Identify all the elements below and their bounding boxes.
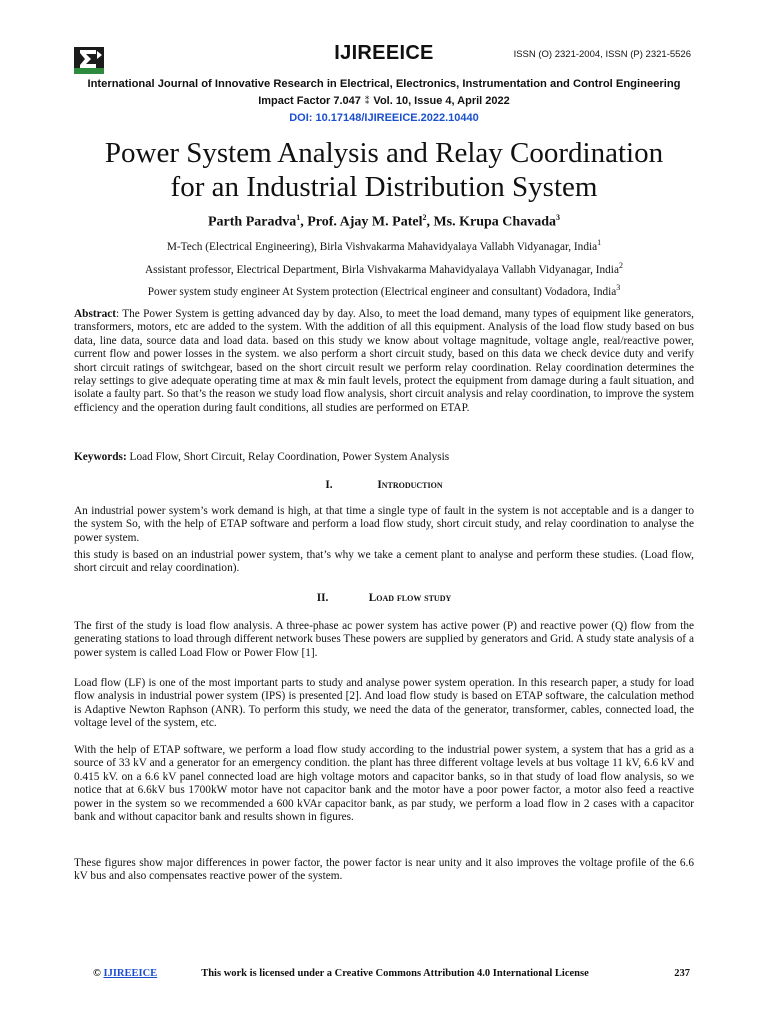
license-text: This work is licensed under a Creative Commons Attribution 4.0 International License xyxy=(201,968,589,979)
affiliation-1: M-Tech (Electrical Engineering), Birla Vishvakarma Mahavidyalaya Vallabh Vidyanagar, India$^1$ xyxy=(166,238,602,253)
journal-full-name: International Journal of Innovative Research in Electrical, Electronics, Instrumentation and Control Engineering xyxy=(87,78,681,90)
section-heading-load-flow: II. Load flow study xyxy=(316,592,452,604)
journal-link[interactable]: IJIREEICE xyxy=(103,968,158,979)
paper-title xyxy=(60,136,708,204)
abstract-label: Abstract xyxy=(74,308,117,320)
title-line-2: for an Industrial Distribution System xyxy=(170,171,598,203)
section-heading-introduction: I. Introduction xyxy=(325,479,443,491)
separator-icon: ⁑ xyxy=(364,96,370,106)
load-flow-paragraph-3: With the help of ETAP software, we perform a load flow study according to the industrial power system, a system that has a grid as a source of 33 kV and a generator for an emergency condition. the plant has three different voltage levels at bus voltage 11 kV, 6.6 kV and 0.415 kV. on a 6.6 kV panel connected load are high voltage motors and capacitor banks, so in that study of load flow analysis, so we notice that at 6.6kV bus 1700kW motor have not capacitor bank and the motor have a poor power factor, a motor also feed a reactive power in the system so we recommended a 600 kVAr capacitor bank, as par study, we perform a load flow in 2 cases with a capacitor bank and without capacitor bank and results shown in figures. xyxy=(74,744,694,824)
affiliation-2: Assistant professor, Electrical Department, Birla Vishvakarma Mahavidyalaya Vallabh Vidyanagar, India$^2$ xyxy=(145,261,623,276)
intro-paragraph-1: An industrial power system’s work demand is high, at that time a single type of fault in the system is not acceptable and is a danger to the system So, with the help of ETAP software and perform a load flow study, short circuit study, and relay coordination to analyse the power system. xyxy=(74,505,694,544)
load-flow-paragraph-4: These figures show major differences in power factor, the power factor is near unity and it also improves the voltage profile of the 6.6 kV bus and also compensates reactive power of the system. xyxy=(74,857,694,883)
author-1: Parth Paradva xyxy=(207,214,297,230)
impact-volume-line xyxy=(0,95,768,107)
keywords-label: Keywords: xyxy=(74,451,127,463)
keywords-text: Load Flow, Short Circuit, Relay Coordination, Power System Analysis xyxy=(126,451,450,463)
volume-issue: Vol. 10, Issue 4, April 2022 xyxy=(373,95,510,107)
load-flow-paragraph-2: Load flow (LF) is one of the most important parts to study and analyse power system operation. In this research paper, a study for load flow analysis in industrial power system (IPS) is presented [2]. And load flow study is based on ETAP software, the calculation method is Adaptive Newton Raphson (ANR). To perform this study, we need the data of the generator, transformer, cables, connected load, the voltage level of the system, etc. xyxy=(74,677,694,730)
author-2: Prof. Ajay M. Patel xyxy=(307,214,423,230)
keywords xyxy=(74,451,694,464)
doi-link[interactable]: DOI: 10.17148/IJIREEICE.2022.10440 xyxy=(289,112,479,124)
load-flow-paragraph-1: The first of the study is load flow analysis. A three-phase ac power system has active power (P) and reactive power (Q) flow from the generating stations to load through different network buses These powers are supplied by generators and Grid. A study state analysis of a power system is called Load Flow or Power Flow [1]. xyxy=(74,620,694,659)
journal-name: IJIREEICE xyxy=(334,42,434,64)
impact-factor: Impact Factor 7.047 xyxy=(258,95,361,107)
affiliation-3: Power system study engineer At System protection (Electrical engineer and consultant) Vodadora, India$^3$ xyxy=(147,283,621,298)
abstract xyxy=(74,308,694,415)
authors: Parth Paradva$^1$, Prof. Ajay M. Patel$^2$, Ms. Krupa Chavada$^3$ xyxy=(207,213,560,230)
author-3: Ms. Krupa Chavada xyxy=(433,214,556,230)
abstract-text: : The Power System is getting advanced day by day. Also, to meet the load demand, many types of equipment like generators, transformers, motors, etc are added to the system. With the addition of all this equipment. Analysis of the load flow study based on bus data, line data, source data and load data. based on this study we know about voltage magnitude, voltage angle, real/reactive power, current flow and power losses in the system. we also perform a short circuit study, based on this data we check device duty and verify short circuit ratings of switchgear, based on the short circuit result we perform relay coordination. Relay coordination determines the relay settings to give adequate operating time at max & min fault levels, protect the equipment from damage during a fault situation, and isolate a faulty part. So that’s the reason we study load flow analysis, short circuit analysis and relay coordination, to improve the system efficiency and the operation during fault conditions, all studies are performed on ETAP. xyxy=(74,308,694,414)
copyright: © IJIREEICE xyxy=(93,968,158,979)
issn: ISSN (O) 2321-2004, ISSN (P) 2321-5526 xyxy=(513,49,691,60)
page-number: 237 xyxy=(674,968,690,979)
intro-paragraph-2: this study is based on an industrial power system, that’s why we take a cement plant to analyse and perform these studies. (Load flow, short circuit and relay coordination). xyxy=(74,549,694,575)
title-line-1: Power System Analysis and Relay Coordination xyxy=(104,137,664,169)
